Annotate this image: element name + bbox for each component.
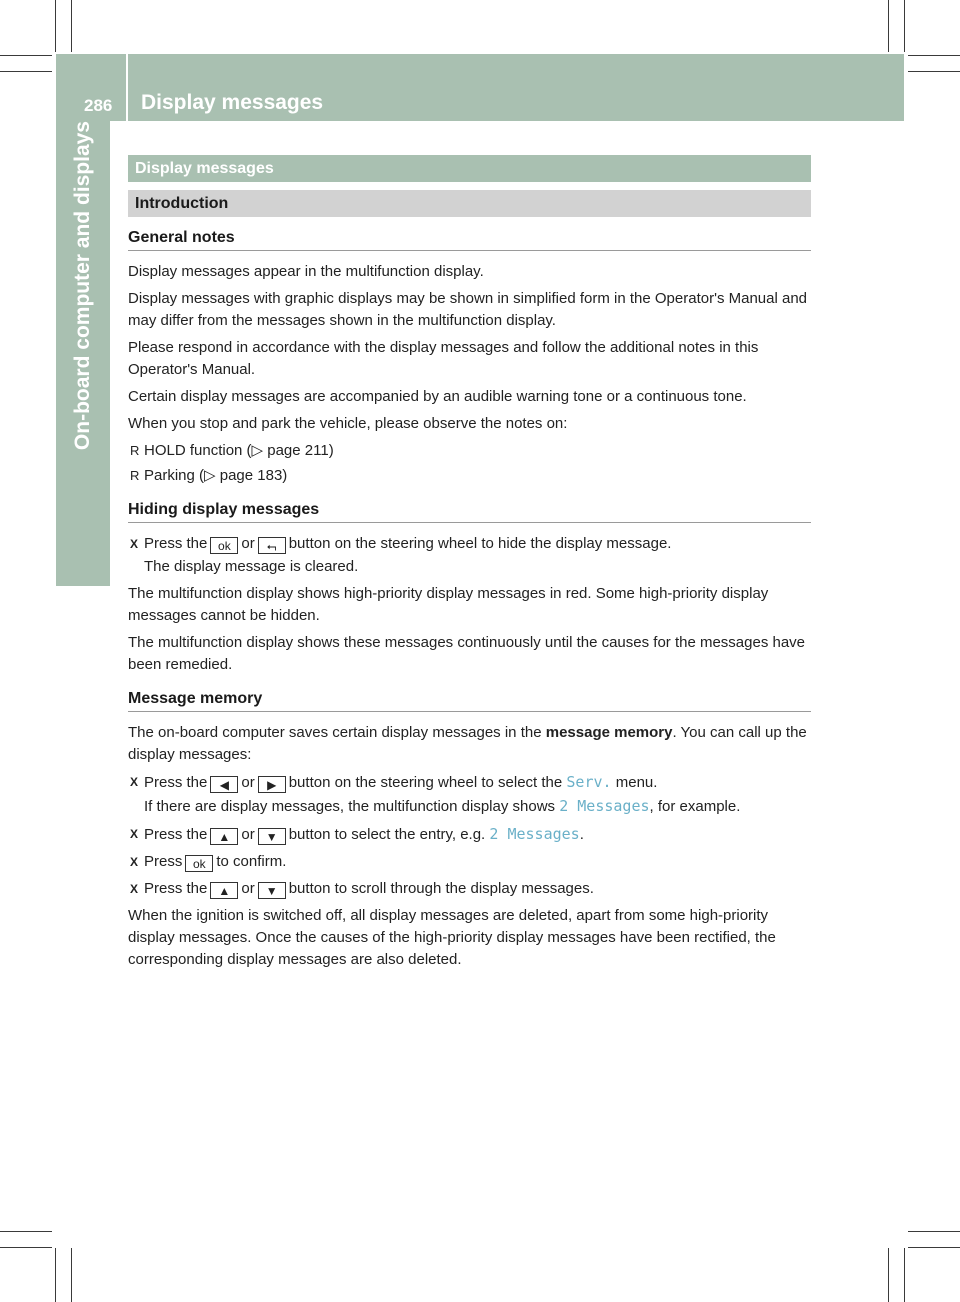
step-arrow-icon: X bbox=[130, 775, 139, 789]
paragraph: Display messages appear in the multifunction display. bbox=[128, 263, 484, 280]
display-text: 2 Messages bbox=[559, 797, 650, 815]
crop-mark bbox=[888, 0, 889, 52]
step-arrow-icon: X bbox=[130, 537, 139, 551]
paragraph: The multifunction display shows high-priority display messages in red. Some high-priority display messages cannot be hidden. bbox=[128, 585, 769, 624]
paragraph: The multifunction display shows these messages continuously until the causes for the messages have been remedied. bbox=[128, 634, 806, 673]
display-text: 2 Messages bbox=[489, 825, 580, 843]
crop-mark bbox=[55, 1248, 56, 1302]
bold-term: message memory bbox=[545, 724, 673, 741]
crop-mark bbox=[71, 0, 72, 52]
paragraph bbox=[128, 722, 811, 766]
subsection-title: Introduction bbox=[128, 190, 811, 217]
chapter-side-tab-label: On-board computer and displays bbox=[71, 121, 94, 451]
step-arrow-icon: X bbox=[130, 855, 139, 869]
page-content bbox=[128, 155, 811, 971]
step-text: Press bbox=[144, 853, 183, 870]
step-text: or bbox=[241, 826, 255, 843]
paragraph: When the ignition is switched off, all display messages are deleted, apart from some high-priority display messages. Once the causes of the high-priority display messages have been rectified, the corresponding display messages are also deleted. bbox=[128, 907, 776, 968]
crop-mark bbox=[908, 71, 960, 72]
crop-mark bbox=[0, 55, 52, 56]
step-text: or bbox=[241, 880, 255, 897]
step-text: or bbox=[241, 774, 255, 791]
paragraph: Please respond in accordance with the display messages and follow the additional notes in this Operator's Manual. bbox=[128, 339, 759, 378]
crop-mark bbox=[55, 0, 56, 52]
step-text: Press the bbox=[144, 774, 208, 791]
step-text: or bbox=[241, 535, 255, 552]
list-item-text: Parking (▷ page 183) bbox=[144, 467, 288, 484]
page-number: 286 bbox=[84, 96, 113, 115]
step-result bbox=[128, 795, 811, 818]
list-item-text: HOLD function (▷ page 211) bbox=[144, 442, 334, 459]
ok-key-icon: ok bbox=[210, 537, 238, 554]
step-text: button to scroll through the display messages. bbox=[288, 880, 594, 897]
instruction-step bbox=[128, 851, 811, 873]
heading-hiding-messages: Hiding display messages bbox=[128, 501, 811, 523]
step-arrow-icon: X bbox=[130, 827, 139, 841]
crop-mark bbox=[904, 0, 905, 52]
instruction-step bbox=[128, 533, 811, 555]
crop-mark bbox=[908, 55, 960, 56]
instruction-step bbox=[128, 771, 811, 794]
instruction-step bbox=[128, 823, 811, 846]
paragraph: Certain display messages are accompanied by an audible warning tone or a continuous tone. bbox=[128, 388, 747, 405]
ok-key-icon: ok bbox=[185, 855, 213, 872]
list-item bbox=[128, 440, 811, 462]
up-key-icon: ▲ bbox=[210, 828, 238, 845]
paragraph: When you stop and park the vehicle, please observe the notes on: bbox=[128, 415, 568, 432]
section-title: Display messages bbox=[128, 155, 811, 182]
step-text: If there are display messages, the multifunction display shows bbox=[144, 798, 556, 815]
crop-mark bbox=[0, 71, 52, 72]
instruction-step bbox=[128, 878, 811, 900]
crop-mark bbox=[904, 1248, 905, 1302]
step-text: to confirm. bbox=[216, 853, 287, 870]
down-key-icon: ▼ bbox=[258, 828, 286, 845]
page-title: Display messages bbox=[141, 91, 324, 114]
crop-mark bbox=[908, 1231, 960, 1232]
heading-general-notes: General notes bbox=[128, 229, 811, 251]
crop-mark bbox=[908, 1247, 960, 1248]
step-text: . bbox=[579, 826, 584, 843]
step-arrow-icon: X bbox=[130, 882, 139, 896]
left-key-icon: ◀ bbox=[210, 776, 238, 793]
crop-mark bbox=[0, 1231, 52, 1232]
step-text: Press the bbox=[144, 826, 208, 843]
step-text: Press the bbox=[144, 535, 208, 552]
step-text: menu. bbox=[615, 774, 658, 791]
header-divider bbox=[126, 54, 128, 121]
step-text: Press the bbox=[144, 880, 208, 897]
step-text: button to select the entry, e.g. bbox=[288, 826, 486, 843]
list-item bbox=[128, 465, 811, 487]
heading-message-memory: Message memory bbox=[128, 690, 811, 712]
paragraph-text: . You can call up the display messages: bbox=[128, 724, 807, 763]
down-key-icon: ▼ bbox=[258, 882, 286, 899]
right-key-icon: ▶ bbox=[258, 776, 286, 793]
display-text: Serv. bbox=[566, 773, 612, 791]
chapter-side-tab bbox=[56, 121, 110, 586]
up-key-icon: ▲ bbox=[210, 882, 238, 899]
paragraph-text: The on-board computer saves certain display messages in the bbox=[128, 724, 542, 741]
bullet-icon: R bbox=[130, 443, 140, 458]
step-text: button on the steering wheel to select the bbox=[288, 774, 563, 791]
crop-mark bbox=[0, 1247, 52, 1248]
paragraph: Display messages with graphic displays may be shown in simplified form in the Operator's Manual and may differ from the messages shown in the multifunction display. bbox=[128, 290, 808, 329]
back-key-icon: ⮢ bbox=[258, 537, 286, 554]
step-result: The display message is cleared. bbox=[144, 558, 359, 575]
bullet-icon: R bbox=[130, 468, 140, 483]
crop-mark bbox=[71, 1248, 72, 1302]
step-text: button on the steering wheel to hide the display message. bbox=[288, 535, 672, 552]
step-text: , for example. bbox=[649, 798, 741, 815]
crop-mark bbox=[888, 1248, 889, 1302]
